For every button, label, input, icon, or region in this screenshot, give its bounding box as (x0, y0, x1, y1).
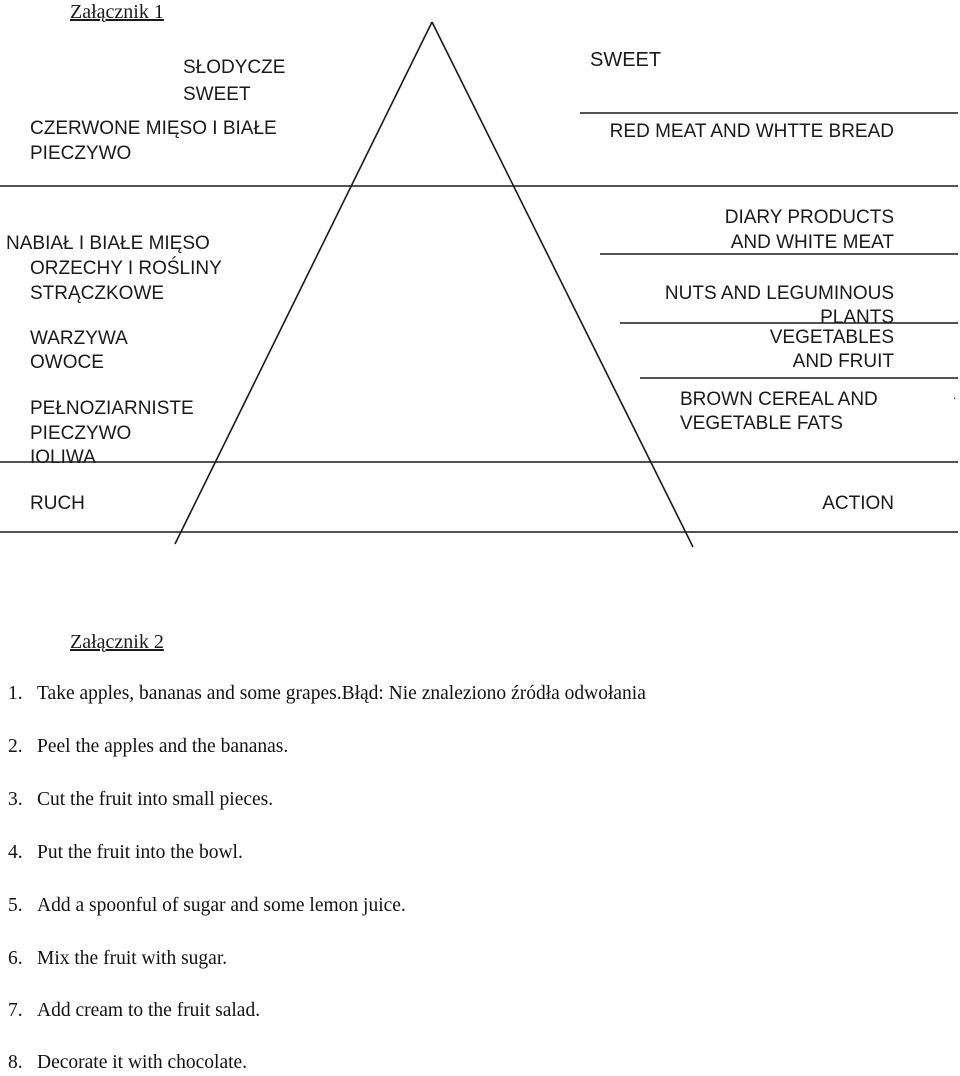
step-text: Add cream to the fruit salad. (37, 1000, 261, 1021)
step-text: Cut the fruit into small pieces. (37, 789, 274, 810)
step-number: 6. (8, 948, 23, 969)
label-sweet-en: SWEET (590, 49, 662, 71)
label-dairy-en-line1: DIARY PRODUCTS (724, 207, 894, 228)
label-nuts-en-line2: PLANTS (820, 307, 894, 328)
step-number: 7. (8, 1000, 23, 1021)
label-vegetables-en-line2: AND FRUIT (792, 351, 894, 372)
label-red-meat-pl-line2: PIECZYWO (30, 143, 132, 164)
step-text: Put the fruit into the bowl. (37, 842, 243, 863)
step-number: 1. (8, 683, 23, 704)
label-action-pl: RUCH (30, 493, 85, 514)
label-vegetables-en-line1: VEGETABLES (769, 327, 894, 348)
label-nuts-pl-line1: ORZECHY I ROŚLINY (30, 258, 222, 279)
label-wholegrain-pl-line2: PIECZYWO (30, 423, 132, 444)
label-dairy-en-line2: AND WHITE MEAT (730, 232, 894, 253)
step-text: Add a spoonful of sugar and some lemon juice. (37, 895, 406, 916)
label-sweets-overflow: SWEET (183, 84, 251, 105)
label-nuts-en-line1: NUTS AND LEGUMINOUS (664, 283, 894, 304)
attachment-2-title: Załącznik 2 (70, 631, 164, 653)
label-red-meat-en: RED MEAT AND WHTTE BREAD (609, 121, 894, 142)
label-grain-en-line2: VEGETABLE FATS (680, 413, 843, 434)
label-fruit-pl: OWOCE (30, 352, 104, 373)
label-wholegrain-pl-line3: IOLIWA (30, 447, 96, 468)
attachment-1-title: Załącznik 1 (70, 1, 164, 23)
label-wholegrain-pl-line1: PEŁNOZIARNISTE (30, 398, 194, 419)
pyramid-right-edge (432, 22, 693, 547)
step-number: 2. (8, 736, 23, 757)
stray-dot-mark: . (953, 388, 957, 402)
label-grain-en-line1: BROWN CEREAL AND (680, 389, 878, 410)
label-red-meat-pl-line1: CZERWONE MIĘSO I BIAŁE (30, 118, 277, 139)
step-number: 3. (8, 789, 23, 810)
step-text: Peel the apples and the bananas. (37, 736, 289, 757)
step-text: Take apples, bananas and some grapes.Błąd: Nie znaleziono źródła odwołania (37, 683, 646, 704)
label-action-en: ACTION (822, 493, 894, 514)
label-sweets-pl: SŁODYCZE (183, 57, 286, 78)
step-number: 4. (8, 842, 23, 863)
step-text: Decorate it with chocolate. (37, 1052, 248, 1073)
label-vegetables-pl: WARZYWA (30, 328, 128, 349)
label-dairy-pl: NABIAŁ I BIAŁE MIĘSO (6, 233, 210, 254)
step-number: 5. (8, 895, 23, 916)
step-text: Mix the fruit with sugar. (37, 948, 228, 969)
step-number: 8. (8, 1052, 23, 1073)
label-nuts-pl-line2: STRĄCZKOWE (30, 283, 165, 304)
